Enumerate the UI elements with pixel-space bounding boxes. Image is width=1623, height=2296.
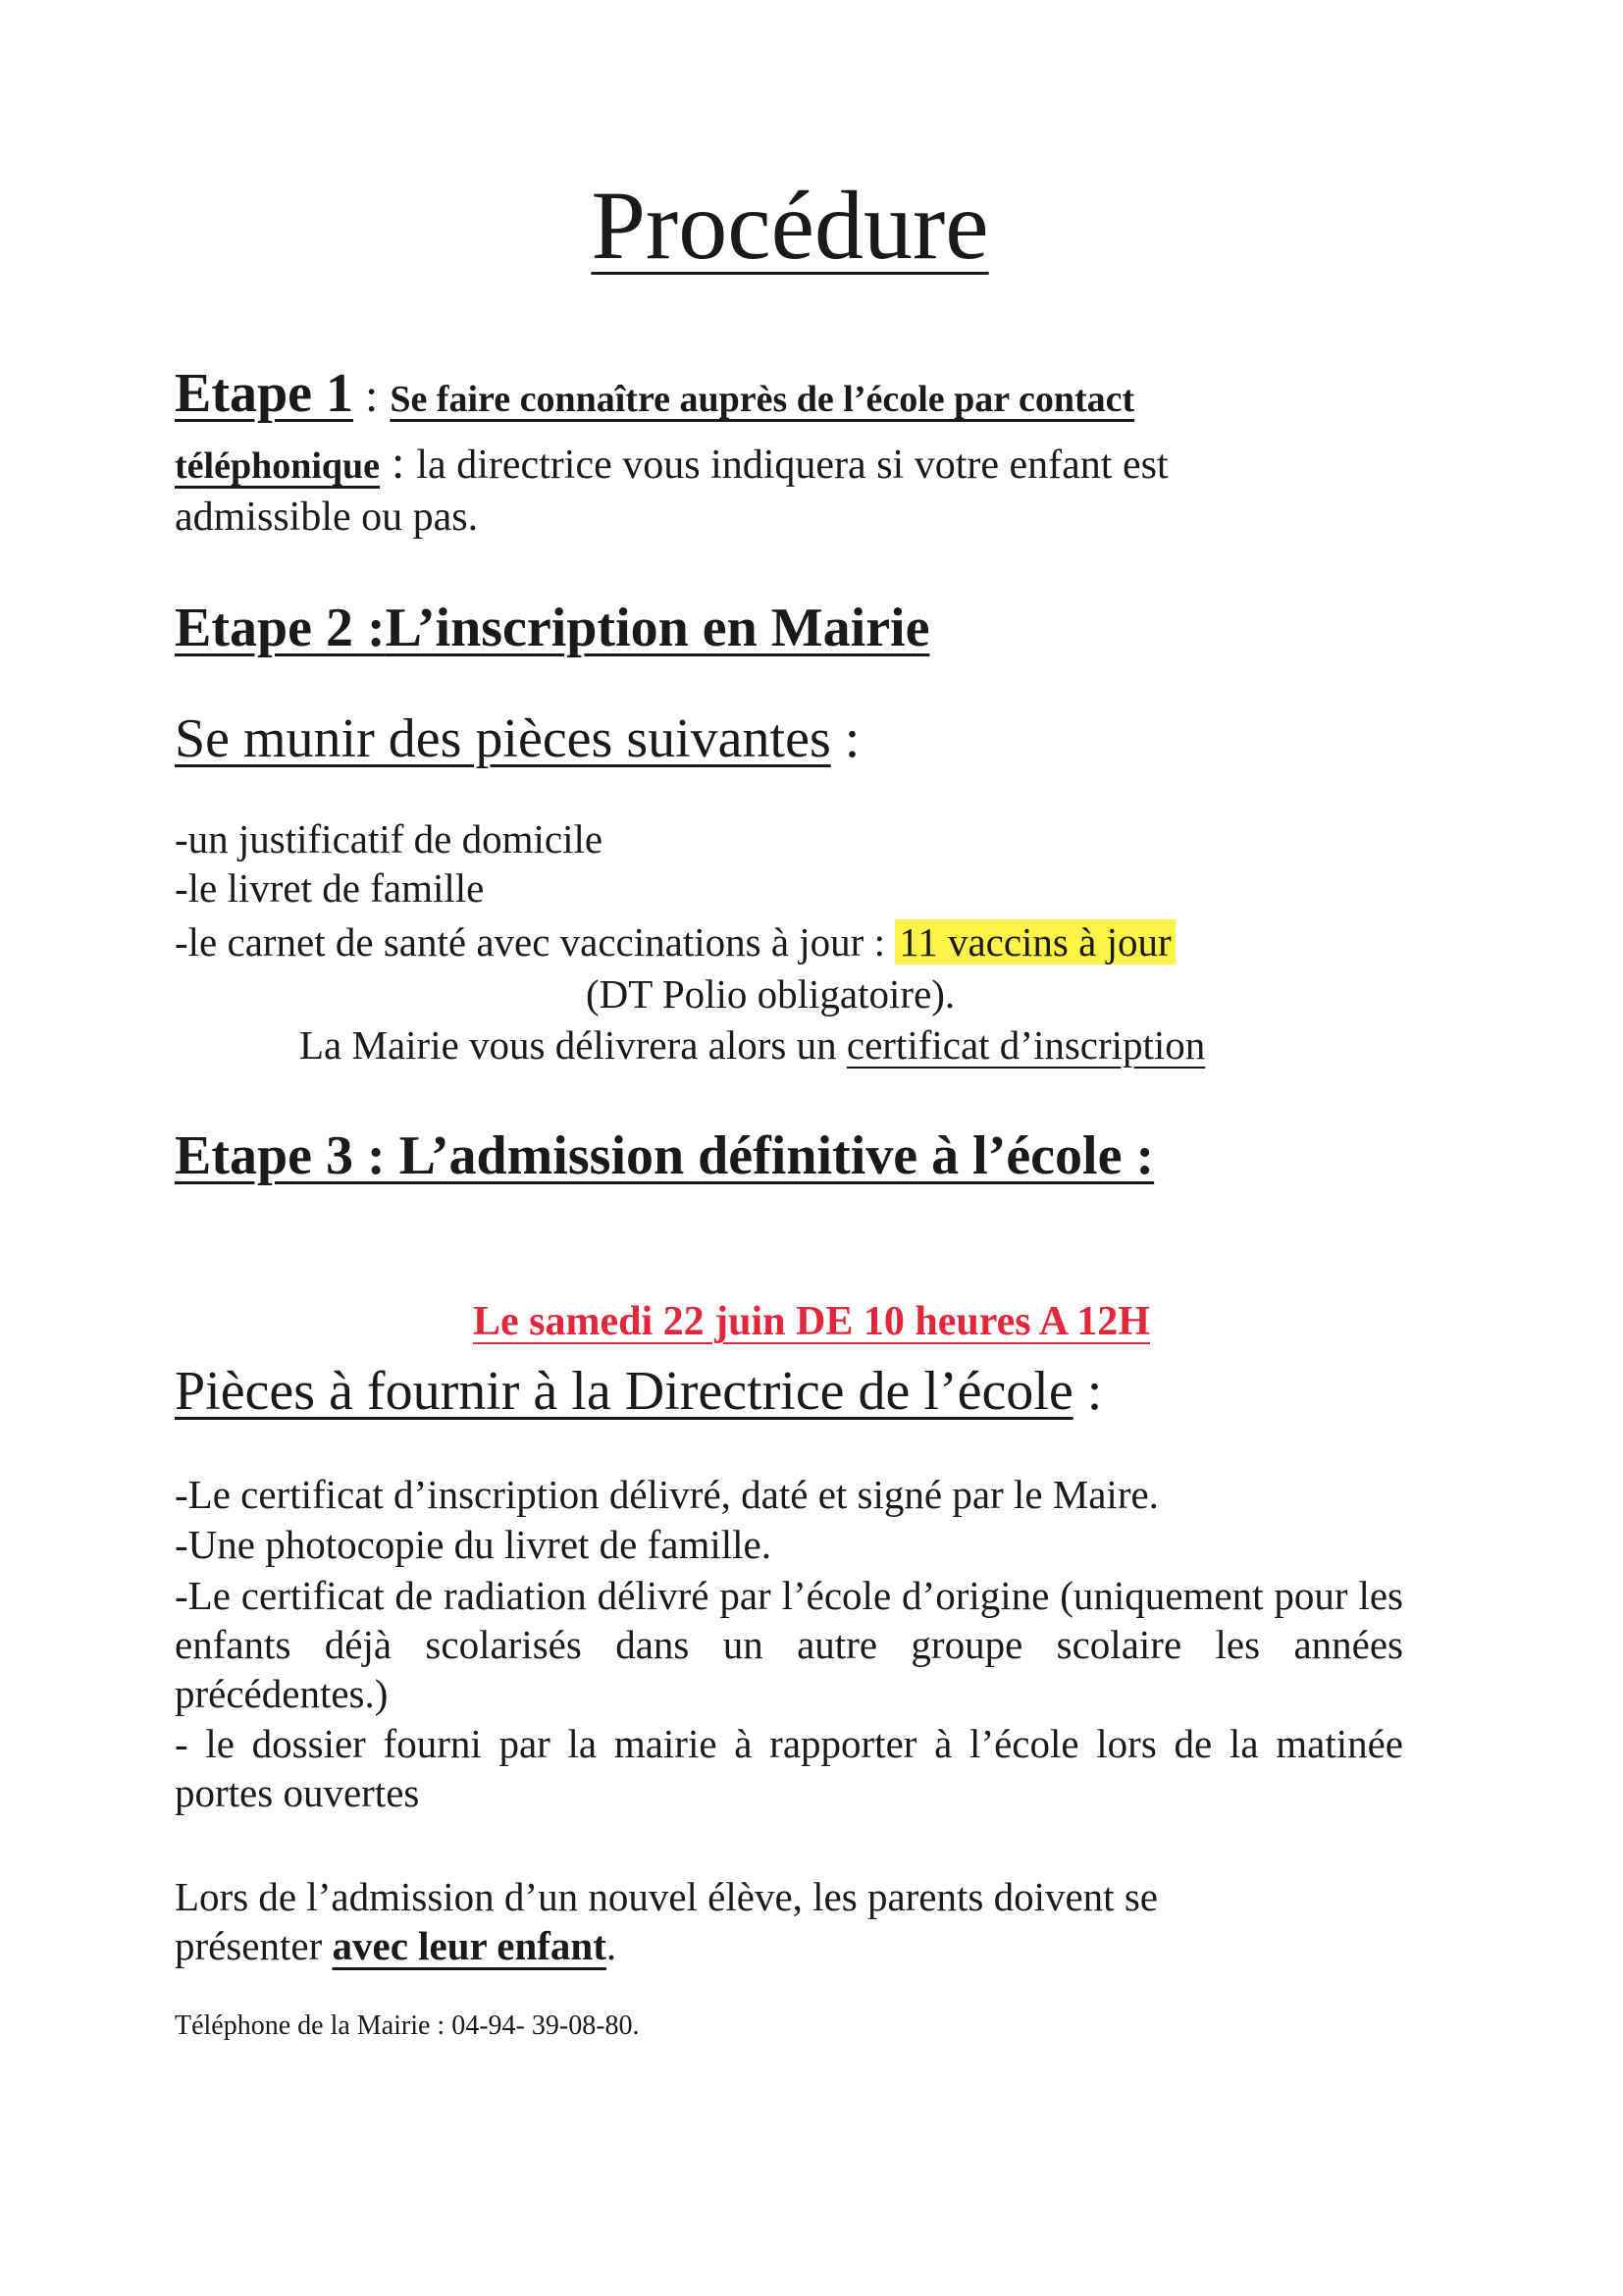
step2-item-domicile: -un justificatif de domicile — [175, 816, 603, 861]
step1-bold-line2: téléphonique — [175, 445, 381, 487]
step1-heading-line — [175, 361, 1421, 440]
step3-label: Etape 3 : L’admission définitive à l’école : — [175, 1125, 1155, 1186]
step1-text1: la directrice vous indiquera si votre enfant est — [416, 443, 1169, 488]
step2-title: L’inscription en Mairie — [385, 598, 930, 658]
step3-date-line — [0, 1297, 1623, 1346]
admission-note-line2 — [175, 1921, 1421, 1970]
page-title — [0, 167, 1580, 285]
admission-note-line1: Lors de l’admission d’un nouvel élève, les parents doivent se — [175, 1874, 1158, 1919]
step2-subheading-colon: : — [830, 708, 861, 769]
step3-item-certificate: -Le certificat d’inscription délivré, daté et signé par le Maire. — [175, 1472, 1159, 1517]
page-title-text: Procédure — [591, 171, 989, 280]
step1-label: Etape 1 — [175, 363, 353, 424]
step3-item-radiation: -Le certificat de radiation délivré par l’école d’origine (uniquement pour les enfants déjà scolarisés dans un autre groupe scolaire les années précédentes.) — [175, 1573, 1403, 1716]
step2-subheading-text: Se munir des pièces suivantes — [175, 708, 831, 769]
admission-note-bold: avec leur enfant — [332, 1923, 606, 1968]
step3-subheading-text: Pièces à fournir à la Directrice de l’école — [175, 1361, 1073, 1422]
step2-dt-polio-note: (DT Polio obligatoire). — [586, 971, 956, 1017]
step2-certificate-text: La Mairie vous délivrera alors un — [299, 1022, 847, 1068]
step3-subheading — [175, 1359, 1421, 1424]
step1-bold-line1: Se faire connaître auprès de l’école par contact — [390, 379, 1135, 420]
step1-colon2: : — [380, 437, 417, 489]
step3-subheading-colon: : — [1073, 1361, 1103, 1422]
step2-label: Etape 2 — [175, 598, 353, 658]
step3-item-dossier: - le dossier fourni par la mairie à rapporter à l’école lors de la matinée portes ouvertes — [175, 1721, 1403, 1815]
mairie-phone: Téléphone de la Mairie : 04-94- 39-08-80. — [175, 2010, 640, 2041]
step3-item-photocopy: -Une photocopie du livret de famille. — [175, 1522, 771, 1567]
step1-colon: : — [353, 370, 391, 422]
step1-text-line1 — [175, 439, 1421, 491]
admission-note-start: présenter — [175, 1923, 333, 1968]
step2-item-livret: -le livret de famille — [175, 865, 485, 911]
step2-colon: : — [353, 598, 386, 658]
vaccines-highlight: 11 vaccins à jour — [895, 919, 1175, 965]
step3-heading — [175, 1123, 1421, 1188]
step1-text-line2: admissible ou pas. — [175, 495, 479, 540]
step2-heading — [175, 596, 1421, 660]
step2-item-carnet — [175, 917, 1421, 966]
step3-date-text: Le samedi 22 juin DE 10 heures A 12H — [473, 1299, 1150, 1344]
step2-item-carnet-text: -le carnet de santé avec vaccinations à jour : — [175, 919, 896, 965]
step2-subheading — [175, 706, 1421, 771]
step2-certificate-line — [299, 1020, 1205, 1070]
admission-note-end: . — [605, 1923, 617, 1968]
step2-certificate-link: certificat d’inscription — [846, 1022, 1206, 1068]
